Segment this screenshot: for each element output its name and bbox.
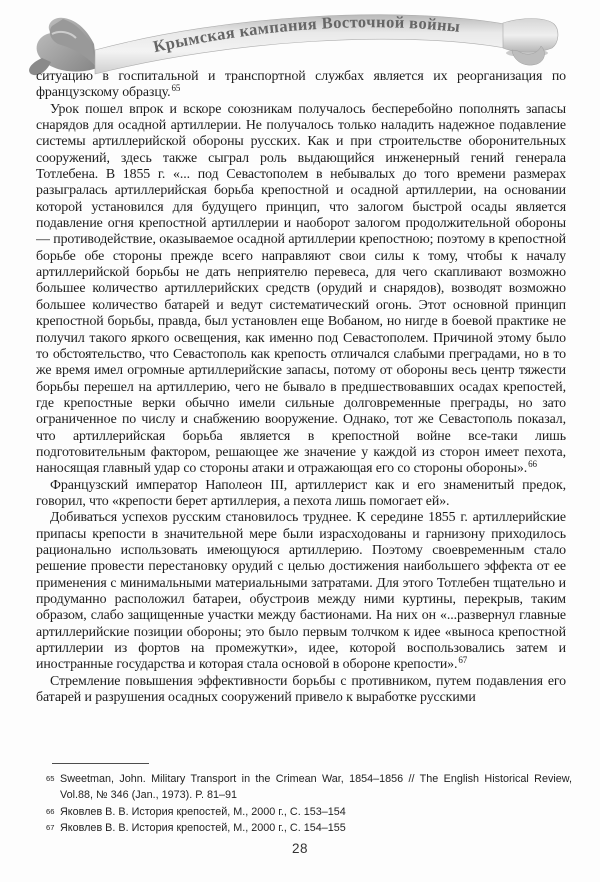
paragraph-1 <box>36 69 566 102</box>
paragraph-4 <box>36 510 566 673</box>
paragraph-2 <box>36 102 566 478</box>
footnote-66-marker: 66 <box>46 806 55 816</box>
footnotes-section <box>36 763 572 837</box>
ribbon-right-curl-icon <box>503 19 558 66</box>
footnote-ref-67: 67 <box>458 654 468 665</box>
footnote-ref-66: 66 <box>528 458 537 469</box>
paragraph-2-text: Урок пошел впрок и вскоре союзникам получалось бесперебойно пополнять запасы снарядов для осадной артиллерии. Не получалось только наладить надежное подавление системы артиллерийской обороны русских. Как и при строительстве оборонительных сооружений, здесь также сыграл роль выдающийся инженерный гений генерала Тотлебена. В 1855 г. «... под Севастополем в небывалых до того времени размерах разыгралась артиллерийская борьба крепостной и осадной артиллерии, на основании которой установился для будущего принцип, что залогом быстрой осады является подавление огня крепостной артиллерии и наоборот залогом продолжительной обороны — противодействие, оказываемое осадной артиллерии крепостною; поэтому в крепостной борьбе обе стороны прежде всего направляют свои силы к тому, чтобы к началу артиллерийской борьбы не дать неприятелю перевеса, для чего скапливают возможно большее количество артиллерийских средств (орудий и снарядов), возводят возможно большее количество батарей и ведут систематический огонь. Этот основной принцип крепостной борьбы, правда, был установлен еще Вобаном, но нигде в боевой практике не получил такого яркого освещения, как именно под Севастополем. Причиной этому было то обстоятельство, что Севастополь как крепость отличался слабыми преградами, но в то же время имел огромные артиллерийские запасы, потому от обороны весь центр тяжести борьбы перешел на артиллерию, чего не бывало в предшествовавших осадах крепостей, где крепостные верки обычно имели сильные долговременные преграды, но зато ограниченное по числу и снабжению вооружение. Однако, тот же Севастополь показал, что артиллерийская борьба является в крепостной войне все-таки лишь подготовительным фактором, решающее же значение у каждой из сторон имеет пехота, наносящая главный удар со стороны атаки и отражающая его со стороны обороны». <box>36 101 566 477</box>
footnote-65 <box>36 771 572 804</box>
paragraph-3-text: Французский император Наполеон III, артиллерист как и его знаменитый предок, говорил, что «крепости берет артиллерия, а пехота лишь помогает ей». <box>36 477 566 509</box>
footnote-67-marker: 67 <box>46 823 55 833</box>
paragraph-5 <box>36 674 566 707</box>
footnote-66 <box>36 804 572 820</box>
banner-title-text: Крымская кампания Восточной войны <box>151 12 462 57</box>
body-text <box>36 69 566 765</box>
page-number: 28 <box>291 841 309 856</box>
footnote-65-marker: 65 <box>46 774 55 783</box>
paragraph-4-text: Добиваться успехов русским становилось труднее. К середине 1855 г. артиллерийские припасы крепости в значительной мере были израсходованы и гарнизону приходилось рационально использовать имеющуюся артиллерию. Поэтому своевременным стало решение провести перестановку орудий с целью достижения наибольшего эффекта от ее применения с минимальными материальными затратами. Для этого Тотлебен тщательно и продуманно расположил батареи, обустроив между ними куртины, перекрыв, таким образом, слабо защищенные участки между бастионами. На них он «...развернул главные артиллерийские позиции обороны; это было первым толчком к идее «выноса крепостной артиллерии из фортов на промежутки», идее, которой воспользовались затем и иностранные государства и которая стала основой в обороне крепости». <box>36 510 566 673</box>
footnote-65-text: Sweetman, John. Military Transport in the Crimean War, 1854–1856 // The English Historical Review, Vol.88, № 346 (Jan., 1973). P. 81–91 <box>60 773 572 802</box>
paragraph-5-text: Стремление повышения эффективности борьбы с противником, путем подавления его батарей и разрушения осадных сооружений привело к выработке русскими <box>36 673 566 706</box>
ribbon-left-curl-icon <box>29 18 97 75</box>
footnote-66-text: Яковлев В. В. История крепостей, М., 2000 г., С. 153–154 <box>60 805 346 818</box>
paragraph-1-text: ситуацию в госпитальной и транспортной службах является их реорганизация по французскому образцу. <box>36 69 566 101</box>
footnote-67 <box>36 820 572 836</box>
footnote-separator <box>52 763 149 764</box>
footnote-ref-65: 65 <box>171 82 181 93</box>
footnote-67-text: Яковлев В. В. История крепостей, М., 2000 г., С. 154–155 <box>60 822 346 835</box>
paragraph-3 <box>36 478 566 511</box>
